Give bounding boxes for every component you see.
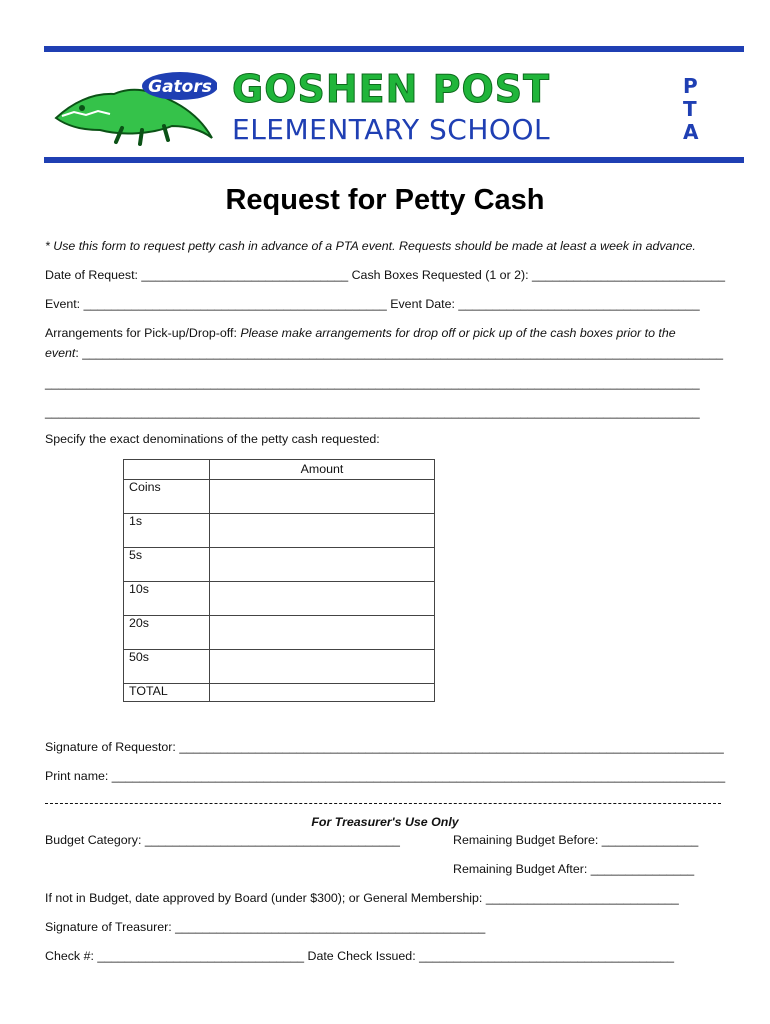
- arrangements-title: Arrangements for Pick-up/Drop-off:: [45, 326, 237, 340]
- table-row: [124, 650, 435, 684]
- amount-header: Amount: [210, 460, 435, 480]
- check-field[interactable]: Check #: ______________________________ Date Check Issued: _____________________________________: [45, 949, 675, 963]
- amount-cell-5s[interactable]: [210, 548, 435, 582]
- arrangements-line: : _____________________________________________________________________________________________: [75, 346, 724, 360]
- amount-cell-1s[interactable]: [210, 514, 435, 548]
- arrangements-event-word: event: [45, 346, 76, 360]
- print-name-field[interactable]: Print name: _________________________________________________________________________________________: [45, 769, 726, 783]
- arrangements-note: Please make arrangements for drop off or pick up of the cash boxes prior to the: [236, 326, 676, 340]
- amount-cell-50s[interactable]: [210, 650, 435, 684]
- requestor-signature-field[interactable]: Signature of Requestor: _______________________________________________________________________________: [45, 740, 724, 754]
- school-name-line1: GOSHEN POST: [232, 67, 551, 111]
- page-title: Request for Petty Cash: [225, 184, 545, 216]
- amount-cell-10s[interactable]: [210, 582, 435, 616]
- table-row: [124, 514, 435, 548]
- treasurer-heading: For Treasurer's Use Only: [311, 815, 459, 829]
- table-row: [124, 480, 435, 514]
- denominations-table: [123, 459, 435, 702]
- remaining-before-field[interactable]: Remaining Budget Before: ______________: [453, 833, 699, 847]
- remaining-after-field[interactable]: Remaining Budget After: _______________: [453, 862, 695, 876]
- amount-cell-coins[interactable]: [210, 480, 435, 514]
- header-bottom-rule: [44, 157, 744, 163]
- event-field[interactable]: Event: ____________________________________________ Event Date: ___________________________________: [45, 297, 700, 311]
- table-row: [124, 684, 435, 702]
- arrangements-label: [45, 326, 676, 341]
- amount-cell-20s[interactable]: [210, 616, 435, 650]
- denom-label-5s: 5s: [124, 548, 210, 582]
- denom-label-50s: 50s: [124, 650, 210, 684]
- denom-label-1s: 1s: [124, 514, 210, 548]
- school-name-line2: ELEMENTARY SCHOOL: [232, 113, 551, 146]
- gator-logo: [52, 68, 217, 148]
- denom-label-20s: 20s: [124, 616, 210, 650]
- intro-note: * Use this form to request petty cash in advance of a PTA event. Requests should be made at least a week in advance.: [45, 239, 696, 253]
- board-approval-field[interactable]: If not in Budget, date approved by Board (under $300); or General Membership: ____________________________: [45, 891, 679, 905]
- logo-text: Gators: [148, 77, 212, 97]
- pta-letter-p: P: [683, 74, 698, 98]
- table-row: [124, 548, 435, 582]
- denom-label-total: TOTAL: [124, 684, 210, 702]
- budget-category-field[interactable]: Budget Category: _____________________________________: [45, 833, 400, 847]
- blank-line-2[interactable]: _______________________________________________________________________________________________: [45, 405, 700, 419]
- treasurer-signature-field[interactable]: Signature of Treasurer: _____________________________________________: [45, 920, 486, 934]
- amount-cell-total[interactable]: [210, 684, 435, 702]
- denominations-prompt: Specify the exact denominations of the petty cash requested:: [45, 432, 380, 446]
- header-top-rule: [44, 46, 744, 52]
- arrangements-field[interactable]: [45, 346, 723, 361]
- denom-label-10s: 10s: [124, 582, 210, 616]
- pta-letter-t: T: [683, 97, 697, 121]
- denom-label-coins: Coins: [124, 480, 210, 514]
- section-divider: [45, 803, 721, 804]
- table-row: [124, 582, 435, 616]
- pta-letter-a: A: [683, 120, 699, 144]
- blank-line-1[interactable]: _______________________________________________________________________________________________: [45, 376, 700, 390]
- date-of-request-field[interactable]: Date of Request: ______________________________ Cash Boxes Requested (1 or 2): ____________________________: [45, 268, 725, 282]
- table-header-blank: [124, 460, 210, 480]
- table-row: [124, 616, 435, 650]
